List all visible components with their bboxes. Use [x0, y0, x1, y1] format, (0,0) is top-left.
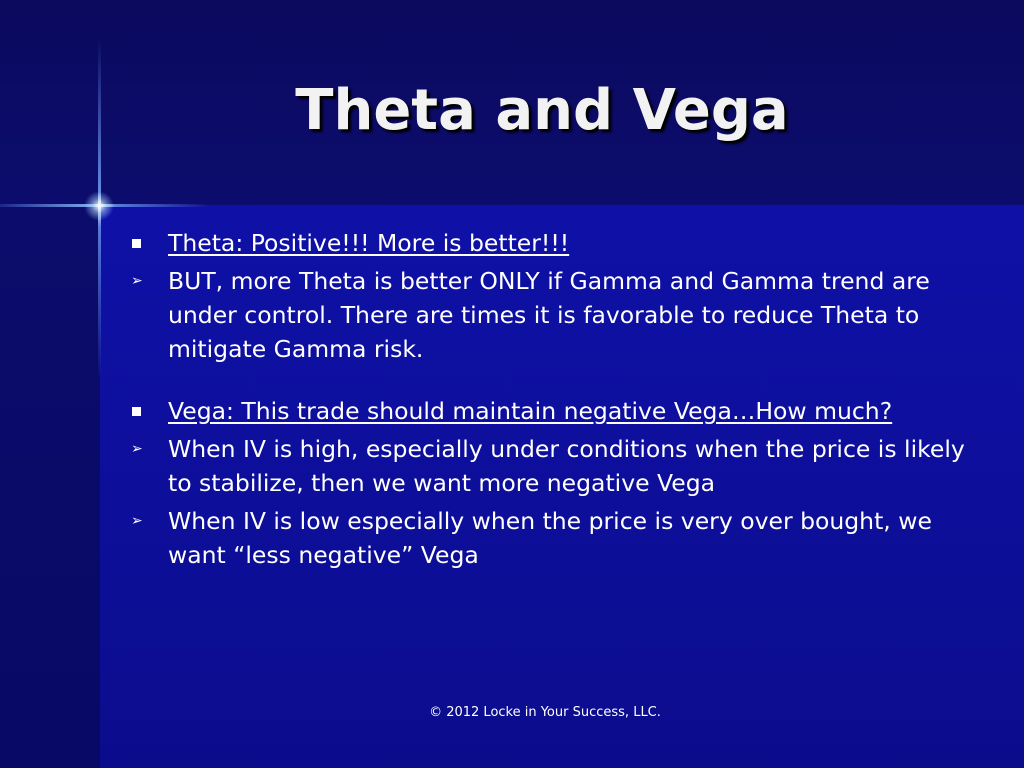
slide-title: Theta and Vega — [295, 78, 789, 143]
square-bullet-icon — [132, 239, 141, 248]
light-flare-glow — [84, 191, 114, 221]
chevron-right-icon: ➢ — [131, 273, 143, 289]
list-item-text: Vega: This trade should maintain negative Vega…How much? — [168, 397, 893, 425]
list-item-text: When IV is high, especially under conditions when the price is likely to stabilize, then we want more negative Vega — [168, 435, 965, 497]
list-item — [128, 504, 988, 572]
list-item-text: Theta: Positive!!! More is better!!! — [168, 229, 570, 257]
list-item — [128, 432, 988, 500]
square-bullet-icon — [132, 407, 141, 416]
left-band — [0, 205, 100, 768]
chevron-right-icon: ➢ — [131, 441, 143, 457]
list-item — [128, 226, 988, 260]
bullet-list — [128, 226, 988, 576]
list-item — [128, 394, 988, 428]
chevron-right-icon: ➢ — [131, 513, 143, 529]
list-item — [128, 264, 988, 366]
list-item-text: When IV is low especially when the price is very over bought, we want “less negative” Vega — [168, 507, 932, 569]
list-item-text: BUT, more Theta is better ONLY if Gamma and Gamma trend are under control. There are times it is favorable to reduce Theta to mitigate Gamma risk. — [168, 267, 930, 363]
copyright-footer: © 2012 Locke in Your Success, LLC. — [429, 705, 661, 720]
